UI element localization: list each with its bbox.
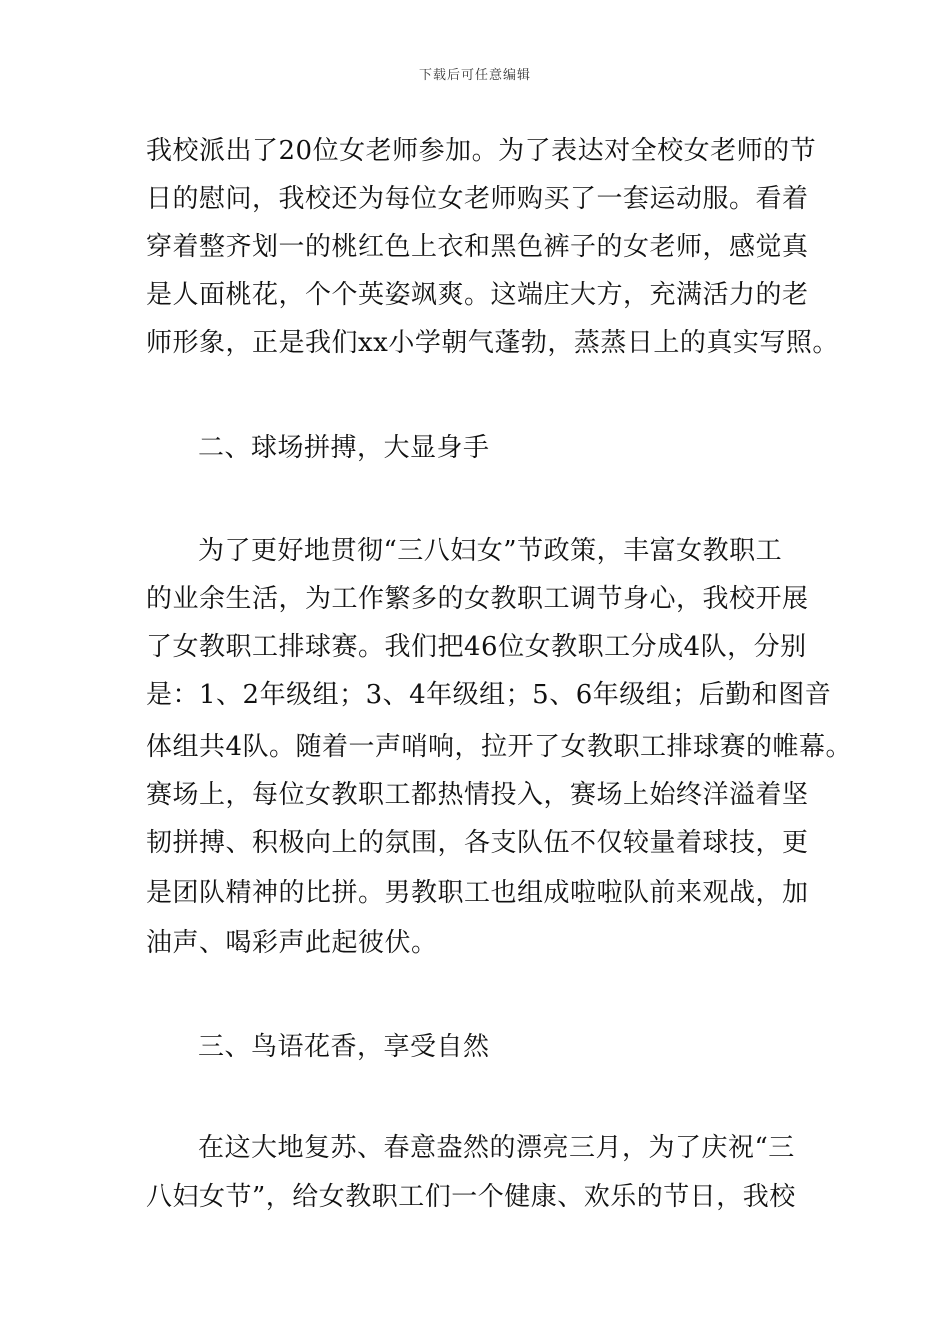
paragraph-line: 日的慰问，我校还为每位女老师购买了一套运动服。看着 bbox=[146, 184, 809, 214]
paragraph-line: 是团队精神的比拼。男教职工也组成啦啦队前来观战，加 bbox=[146, 878, 809, 908]
paragraph-line: 油声、喝彩声此起彼伏。 bbox=[146, 928, 438, 958]
paragraph-line: 韧拼搏、积极向上的氛围，各支队伍不仅较量着球技，更 bbox=[146, 828, 809, 858]
paragraph-line: 是人面桃花，个个英姿飒爽。这端庄大方，充满活力的老 bbox=[146, 280, 809, 310]
paragraph-line: 我校派出了20位女老师参加。为了表达对全校女老师的节 bbox=[146, 136, 817, 166]
paragraph-line: 为了更好地贯彻“三八妇女”节政策，丰富女教职工 bbox=[198, 536, 783, 566]
section-heading: 二、球场拼搏，大显身手 bbox=[198, 433, 490, 463]
paragraph-line: 赛场上，每位女教职工都热情投入，赛场上始终洋溢着坚 bbox=[146, 780, 809, 810]
paragraph-line: 的业余生活，为工作繁多的女教职工调节身心，我校开展 bbox=[146, 584, 809, 614]
paragraph-line: 八妇女节”，给女教职工们一个健康、欢乐的节日，我校 bbox=[146, 1182, 796, 1212]
page-header-note: 下载后可任意编辑 bbox=[418, 68, 531, 83]
paragraph-line: 是：1、2年级组；3、4年级组；5、6年级组；后勤和图音 bbox=[146, 680, 832, 710]
paragraph-line: 师形象，正是我们xx小学朝气蓬勃，蒸蒸日上的真实写照。 bbox=[146, 328, 839, 358]
paragraph-line: 了女教职工排球赛。我们把46位女教职工分成4队，分别 bbox=[146, 632, 807, 662]
paragraph-line: 在这大地复苏、春意盎然的漂亮三月，为了庆祝“三 bbox=[198, 1133, 795, 1163]
section-heading: 三、鸟语花香，享受自然 bbox=[198, 1032, 490, 1062]
paragraph-line: 穿着整齐划一的桃红色上衣和黑色裤子的女老师，感觉真 bbox=[146, 232, 809, 262]
paragraph-line: 体组共4队。随着一声哨响，拉开了女教职工排球赛的帷幕。 bbox=[146, 732, 853, 762]
